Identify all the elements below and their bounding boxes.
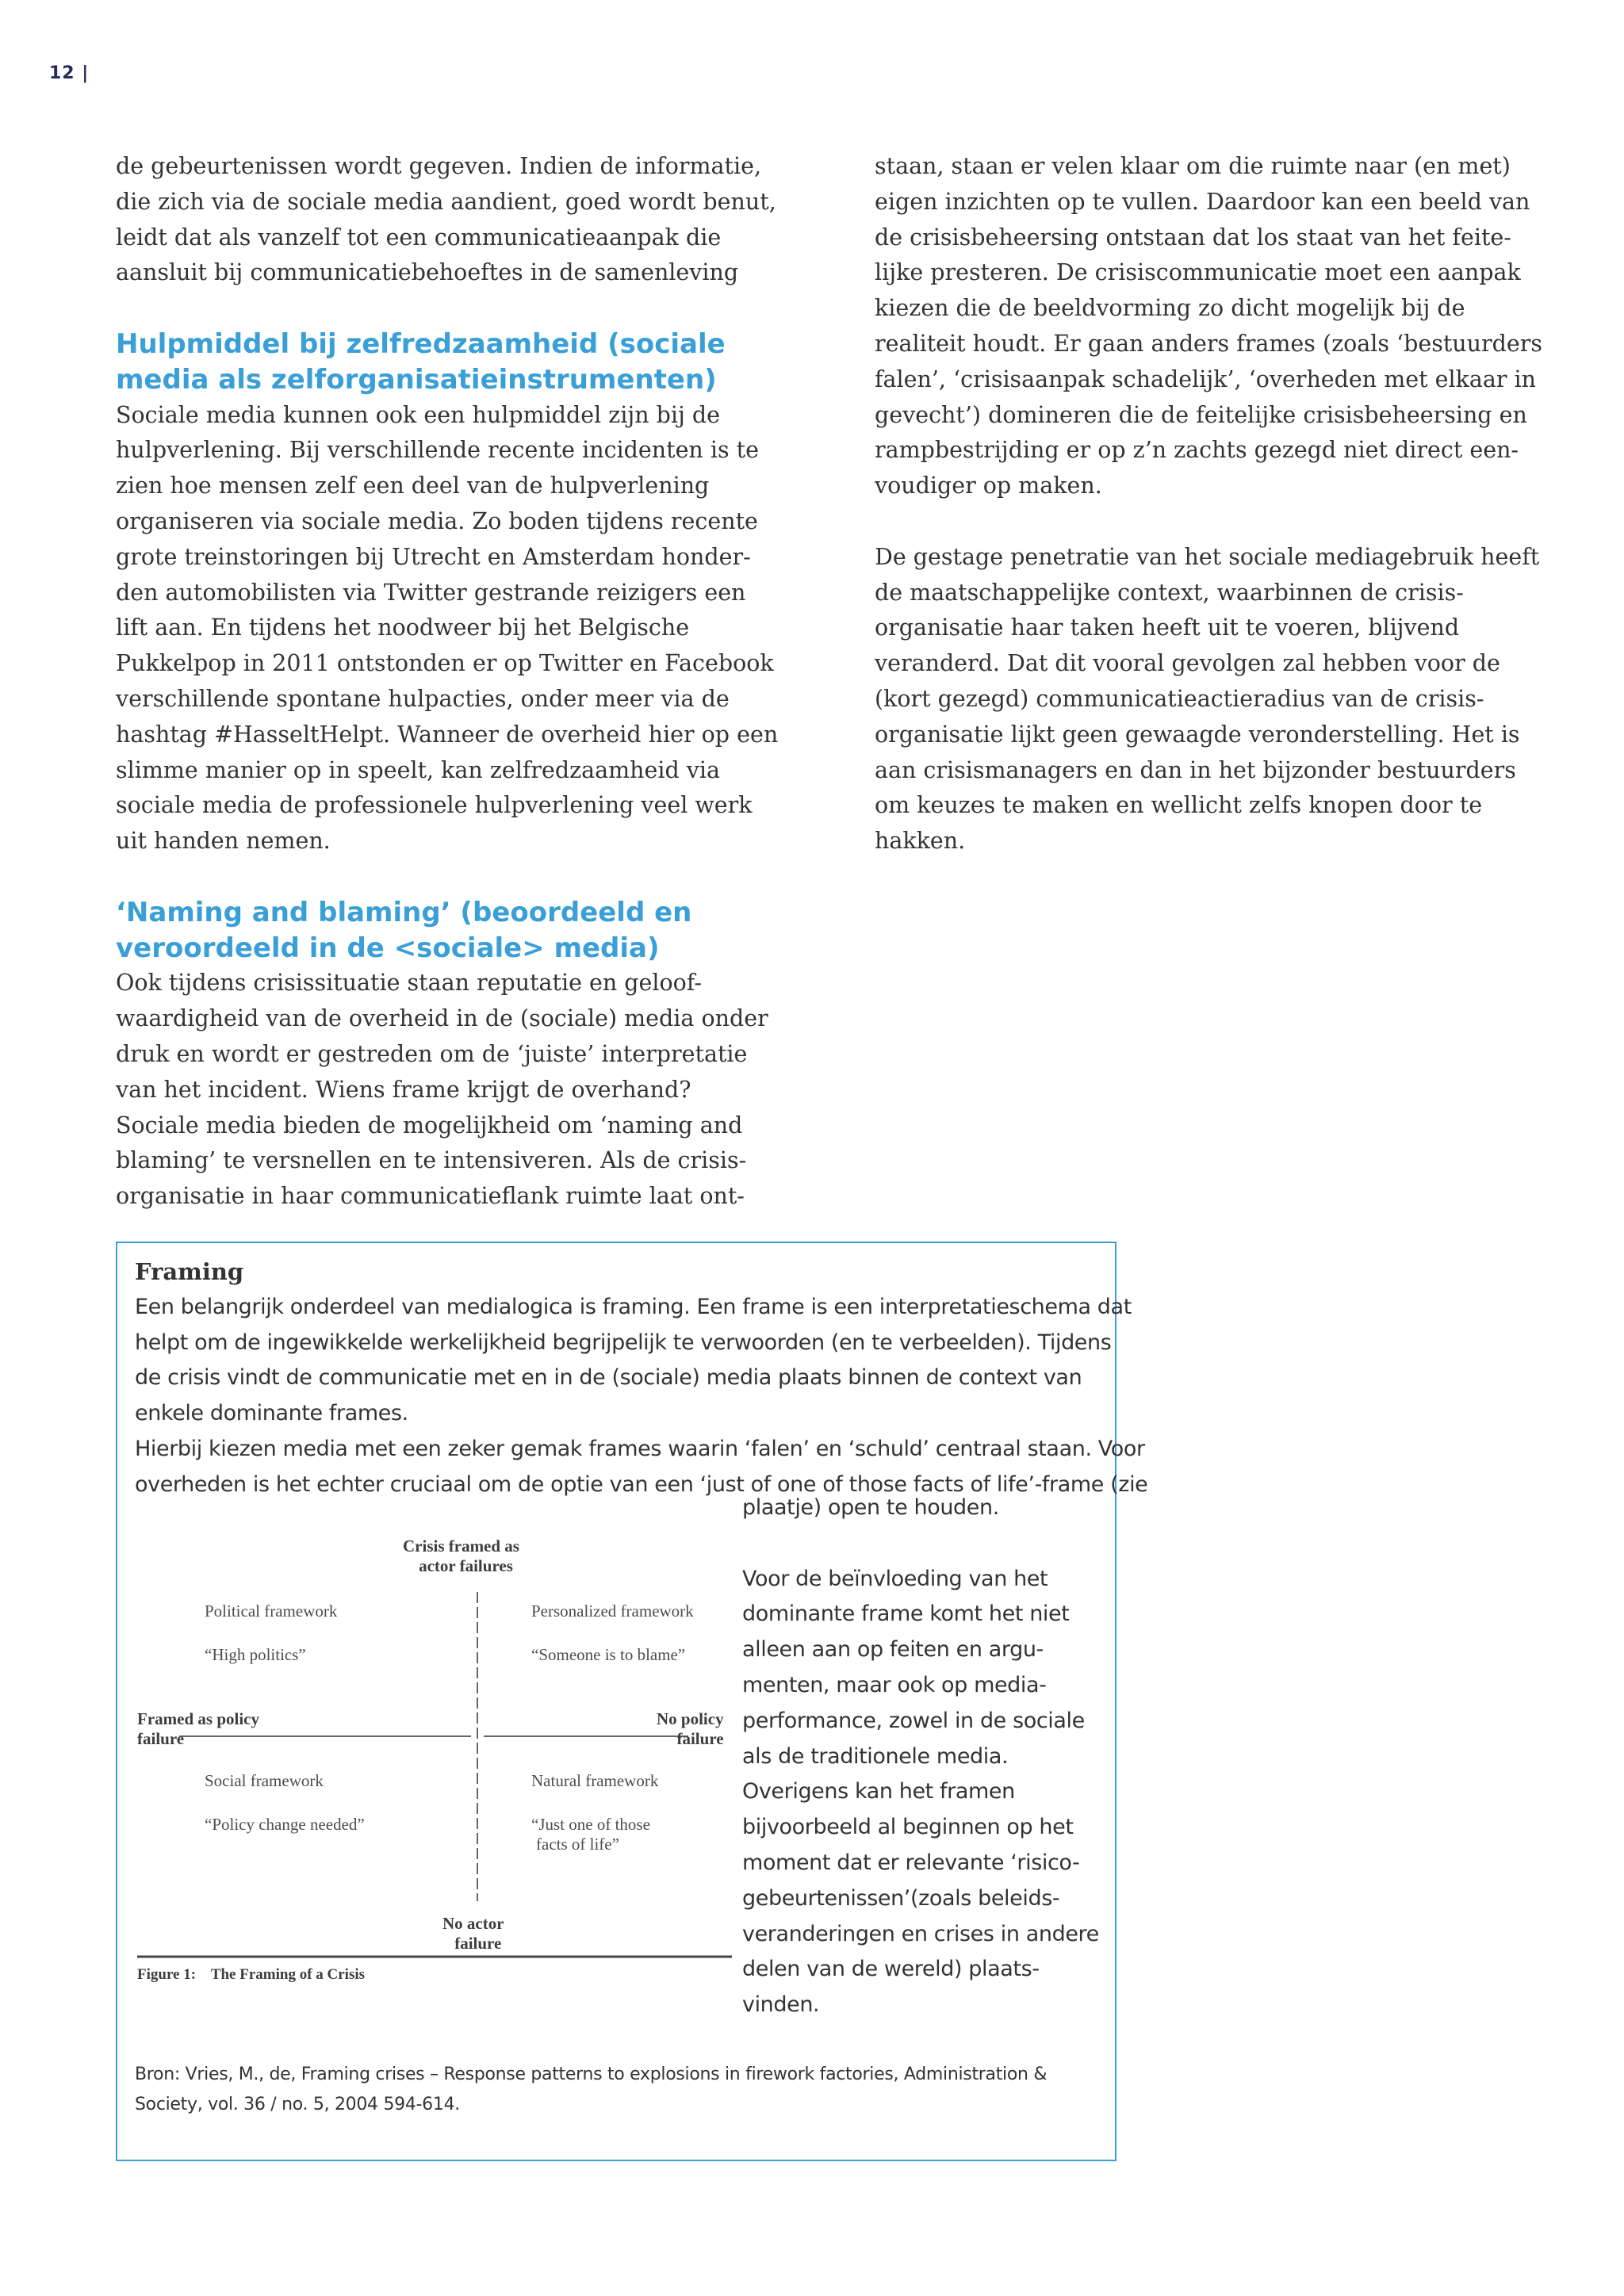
text-line: vinden. [742,1992,820,2018]
text-line: helpt om de ingewikkelde werkelijkheid begrijpelijk te verwoorden (en te verbeelden). Tijdens [135,1330,1112,1355]
text-line: zien hoe mensen zelf een deel van de hulpverlening [116,473,710,499]
text-line: performance, zowel in de sociale [742,1708,1085,1733]
text-line: veranderingen en crises in andere [742,1921,1099,1946]
text-line: moment dat er relevante ‘risico- [742,1850,1080,1875]
section-heading-naming-blaming [116,895,750,966]
framing-box-title: Framing [135,1258,244,1285]
text-line: Pukkelpop in 2011 ontstonden er op Twitter en Facebook [116,650,774,677]
figure-text-line: failure [137,1729,185,1748]
figure-text-line: No actor [442,1914,504,1933]
text-line: delen van de wereld) plaats- [742,1957,1040,1982]
text-line: Society, vol. 36 / no. 5, 2004 594-614. [135,2095,460,2114]
left-paragraph-1 [116,149,776,291]
figure-text-line: “Policy change needed” [205,1815,365,1834]
text-line: gebeurtenissen’(zoals beleids- [742,1885,1060,1911]
text-line: dominante frame komt het niet [742,1601,1070,1627]
framing-box-intro [135,1254,1148,1503]
text-line: hakken. [875,828,966,855]
text-line: Sociale media kunnen ook een hulpmiddel zijn bij de [116,401,720,428]
left-column [116,149,779,1215]
text-line: aan crisismanagers en dan in het bijzonder bestuurders [875,756,1516,783]
text-line: veranderd. Dat dit vooral gevolgen zal hebben voor de [875,650,1500,677]
quadrant-personalized [531,1601,694,1665]
text-line: grote treinstoringen bij Utrecht en Amsterdam honder- [116,543,751,570]
text-line: leidt dat als vanzelf tot een communicatieaanpak die [116,224,722,251]
text-line: om keuzes te maken en wellicht zelfs knopen door te [875,792,1483,819]
text-line: druk en wordt er gestreden om de ‘juiste’ interpretatie [116,1040,748,1067]
figure-text-line: failure [676,1729,724,1748]
framing-box-source [135,2060,1102,2120]
quadrant-natural [531,1771,658,1854]
axis-label-right [657,1709,724,1749]
text-line: verschillende spontane hulpacties, onder meer via de [116,685,730,712]
heading-line: Hulpmiddel bij zelfredzaamheid (sociale [116,327,726,360]
text-line: Voor de beïnvloeding van het [742,1566,1048,1591]
text-line: Een belangrijk onderdeel van medialogica is framing. Een frame is een interpretatieschema dat [135,1294,1132,1319]
text-line: Hierbij kiezen media met een zeker gemak frames waarin ‘falen’ en ‘schuld’ centraal staan. Voor [135,1436,1145,1461]
heading-line: ‘Naming and blaming’ (beoordeeld en [116,896,692,928]
text-line: kiezen die de beeldvorming zo dicht mogelijk bij de [875,295,1465,322]
figure-text-line: Framed as policy [137,1709,259,1728]
text-line: de crisis vindt de communicatie met en in de (sociale) media plaats binnen de context van [135,1365,1082,1391]
text-line: slimme manier op in speelt, kan zelfredzaamheid via [116,756,720,783]
text-line: realiteit houdt. Er gaan anders frames (zoals ‘bestuurders [875,330,1543,357]
text-line: enkele dominante frames. [135,1401,408,1426]
text-line: menten, maar ook op media- [742,1672,1047,1697]
text-line: voudiger op maken. [875,473,1102,499]
figure-text-line: Personalized framework [531,1601,694,1621]
axis-label-left [137,1709,259,1749]
text-line: staan, staan er velen klaar om die ruimte naar (en met) [875,153,1511,179]
text-line: De gestage penetratie van het sociale mediagebruik heeft [875,543,1540,570]
text-line: die zich via de sociale media aandient, goed wordt benut, [116,188,776,215]
figure-text-line: “High politics” [205,1645,306,1664]
figure-caption-text: The Framing of a Crisis [210,1966,366,1983]
left-paragraph-3 [116,966,768,1215]
figure-caption [137,1965,365,1984]
text-line: Overigens kan het framen [742,1779,1015,1804]
text-line: sociale media de professionele hulpverlening veel werk [116,792,753,819]
framing-box [116,1242,1148,2161]
page-number: 12 | [49,63,90,83]
text-line: plaatje) open te houden. [742,1495,999,1520]
text-line: eigen inzichten op te vullen. Daardoor kan een beeld van [875,188,1530,215]
text-line: organisatie lijkt geen gewaagde veronderstelling. Het is [875,721,1520,748]
text-line: de maatschappelijke context, waarbinnen de crisis- [875,579,1464,606]
framing-box-side-text [742,1490,1107,2023]
right-paragraph-2 [875,540,1540,859]
text-line: alleen aan op feiten en argu- [742,1637,1044,1663]
text-line: lift aan. En tijdens het noodweer bij het Belgische [116,614,690,641]
section-heading-zelfredzaamheid [116,327,750,398]
text-line: bijvoorbeeld al beginnen op het [742,1815,1074,1840]
figure-text-line: facts of life” [536,1835,619,1854]
text-line: hashtag #HasseltHelpt. Wanneer de overheid hier op een [116,721,779,748]
text-line: de gebeurtenissen wordt gegeven. Indien de informatie, [116,153,762,179]
figure-text-line: failure [454,1934,502,1953]
text-line: waardigheid van de overheid in de (sociale) media onder [116,1005,768,1032]
text-line: overheden is het echter cruciaal om de optie van een ‘just of one of those facts of life’-frame (zie [135,1471,1148,1497]
figure-text-line: actor failures [419,1556,513,1575]
figure-text-line: “Just one of those [531,1815,650,1834]
text-line: organiseren via sociale media. Zo boden tijdens recente [116,507,758,534]
text-line: lijke presteren. De crisiscommunicatie moet een aanpak [875,259,1521,286]
text-line: rampbestrijding er op z’n zachts gezegd niet direct een- [875,437,1519,464]
quadrant-social [205,1771,365,1835]
text-line: (kort gezegd) communicatieactieradius van de crisis- [875,685,1484,712]
figure-text-line: Political framework [205,1601,338,1621]
quadrant-political [205,1601,337,1665]
text-line: als de traditionele media. [742,1743,1009,1769]
right-paragraph-1 [875,149,1543,504]
heading-line: media als zelforganisatieinstrumenten) [116,363,717,396]
axis-label-bottom [442,1914,504,1954]
text-line: uit handen nemen. [116,828,331,855]
text-line: hulpverlening. Bij verschillende recente incidenten is te [116,437,759,464]
text-line: Ook tijdens crisissituatie staan reputatie en geloof- [116,970,702,997]
framing-figure [133,1536,736,2012]
figure-text-line: Social framework [205,1771,324,1790]
text-line: den automobilisten via Twitter gestrande reizigers een [116,579,746,606]
framing-box-text [135,1290,1148,1503]
text-line: van het incident. Wiens frame krijgt de overhand? [116,1076,691,1103]
text-line: de crisisbeheersing ontstaan dat los staat van het feite- [875,224,1511,251]
text-line: blaming’ te versnellen en te intensiveren. Als de crisis- [116,1147,747,1174]
figure-text-line: No policy [657,1709,724,1728]
text-line: organisatie in haar communicatieflank ruimte laat ont- [116,1183,745,1210]
heading-line: veroordeeld in de <sociale> media) [116,932,660,964]
text-line: aansluit bij communicatiebehoeftes in de samenleving [116,259,739,286]
text-line: Sociale media bieden de mogelijkheid om ‘naming and [116,1112,743,1138]
text-line: Bron: Vries, M., de, Framing crises – Response patterns to explosions in firework factories, Administration & [135,2064,1048,2084]
axis-label-top [403,1536,519,1576]
left-paragraph-2 [116,398,779,859]
text-line: gevecht’) domineren die de feitelijke crisisbeheersing en [875,401,1527,428]
text-line [742,1526,1107,1562]
figure-text-line: Crisis framed as [403,1536,519,1556]
framing-box-side-paragraph [742,1490,1107,2023]
text-line: falen’, ‘crisisaanpak schadelijk’, ‘overheden met elkaar in [875,365,1536,392]
right-column [875,149,1543,859]
figure-text-line: “Someone is to blame” [531,1645,686,1664]
text-line: organisatie haar taken heeft uit te voeren, blijvend [875,614,1460,641]
figure-caption-number: Figure 1: [137,1966,197,1983]
figure-text-line: Natural framework [531,1771,659,1790]
